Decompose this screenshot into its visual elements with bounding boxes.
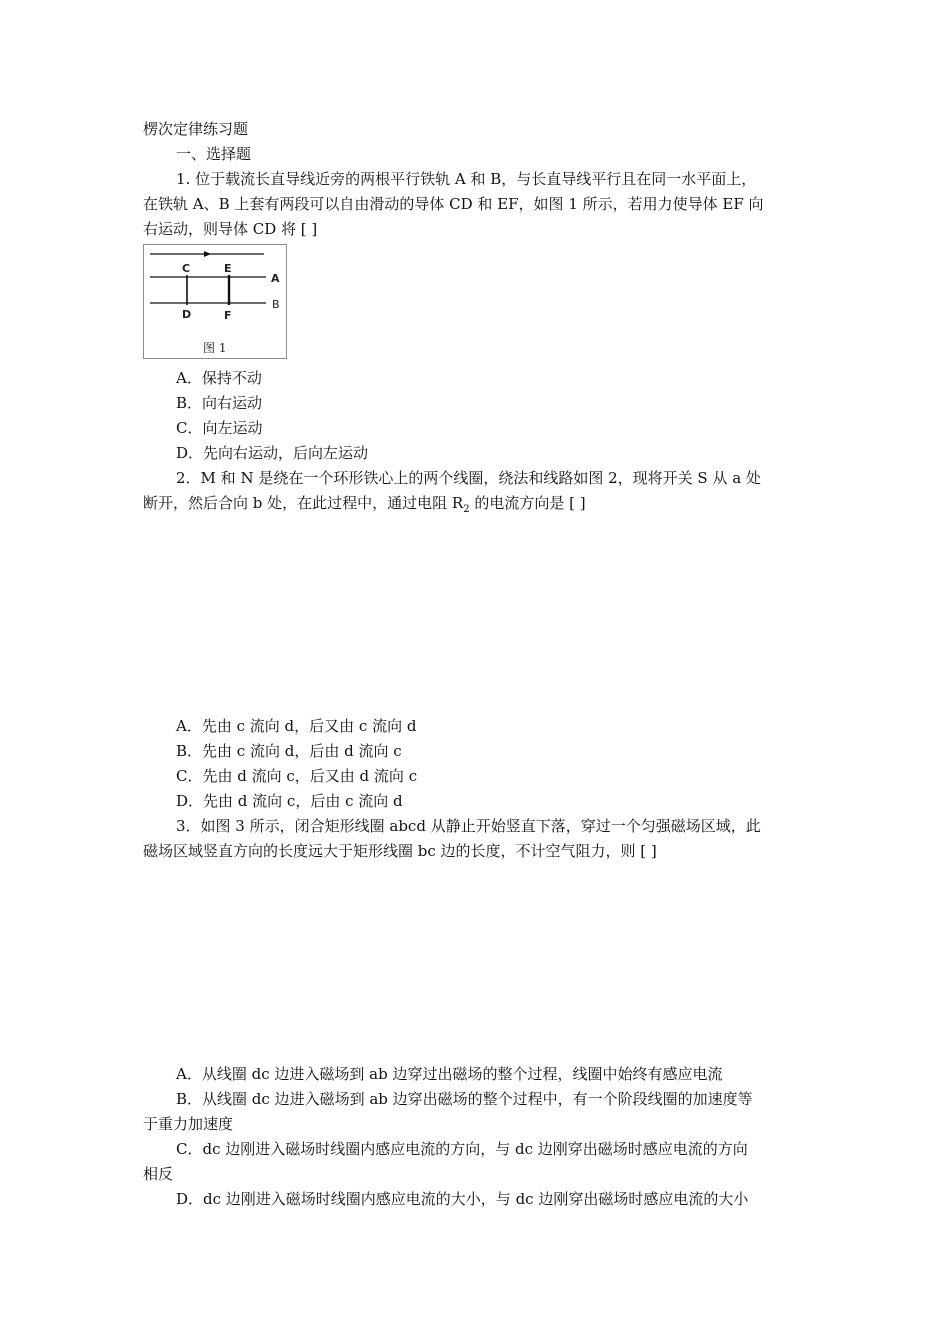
q3-option-a: A．从线圈 dc 边进入磁场到 ab 边穿过出磁场的整个过程，线圈中始终有感应电流 <box>176 1065 723 1083</box>
q2-option-c: C．先由 d 流向 c，后又由 d 流向 c <box>176 767 418 785</box>
q1-option-d: D．先向右运动，后向左运动 <box>176 444 369 462</box>
q2-text-line1: 2．M 和 N 是绕在一个环形铁心上的两个线圈，绕法和线路如图 2，现将开关 S 从 a 处 <box>176 469 761 487</box>
q2-option-d: D．先由 d 流向 c，后由 c 流向 d <box>176 792 403 810</box>
figure-1-caption: 图 1 <box>203 341 227 355</box>
q3-option-c-line2: 相反 <box>143 1165 174 1183</box>
q1-text-line3: 右运动，则导体 CD 将 [ ] <box>143 220 318 238</box>
r2-subscript: 2 <box>463 504 470 515</box>
label-d: D <box>182 308 192 321</box>
figure-1 <box>143 244 287 359</box>
q1-text-line1: 1. 位于载流长直导线近旁的两根平行铁轨 A 和 B，与长直导线平行且在同一水平面上， <box>176 170 757 188</box>
q2-option-a: A．先由 c 流向 d，后又由 c 流向 d <box>176 717 417 735</box>
q3-option-b-line1: B．从线圈 dc 边进入磁场到 ab 边穿出磁场的整个过程中，有一个阶段线圈的加速度等 <box>176 1090 753 1108</box>
label-b: B <box>272 298 280 311</box>
q3-text-line1: 3．如图 3 所示，闭合矩形线圈 abcd 从静止开始竖直下落，穿过一个匀强磁场区域，此 <box>176 817 761 835</box>
q3-text-line2: 磁场区域竖直方向的长度远大于矩形线圈 bc 边的长度，不计空气阻力，则 [ ] <box>143 842 657 860</box>
label-a: A <box>271 272 280 285</box>
q1-option-a: A．保持不动 <box>176 369 262 387</box>
q1-option-b: B．向右运动 <box>176 394 263 412</box>
q2-text-line2-start: 断开，然后合向 b 处，在此过程中，通过电阻 R <box>143 494 464 512</box>
q1-option-c: C．向左运动 <box>176 419 263 437</box>
label-c: C <box>182 262 191 275</box>
page-title: 楞次定律练习题 <box>143 120 249 138</box>
label-f: F <box>224 309 232 322</box>
current-arrow-icon <box>204 251 211 257</box>
section-heading: 一、选择题 <box>176 145 252 163</box>
q3-option-b-line2: 于重力加速度 <box>143 1115 234 1133</box>
q2-option-b: B．先由 c 流向 d，后由 d 流向 c <box>176 742 402 760</box>
q3-option-c-line1: C．dc 边刚进入磁场时线圈内感应电流的方向，与 dc 边刚穿出磁场时感应电流的方向 <box>176 1140 748 1158</box>
q3-option-d-line1: D．dc 边刚进入磁场时线圈内感应电流的大小，与 dc 边刚穿出磁场时感应电流的大小 <box>176 1190 749 1208</box>
label-e: E <box>224 262 232 275</box>
q2-text-line2 <box>143 493 586 520</box>
q1-text-line2: 在铁轨 A、B 上套有两段可以自由滑动的导体 CD 和 EF，如图 1 所示，若用力使导体 EF 向 <box>143 195 764 213</box>
q2-text-line2-end: 的电流方向是 [ ] <box>469 494 586 512</box>
